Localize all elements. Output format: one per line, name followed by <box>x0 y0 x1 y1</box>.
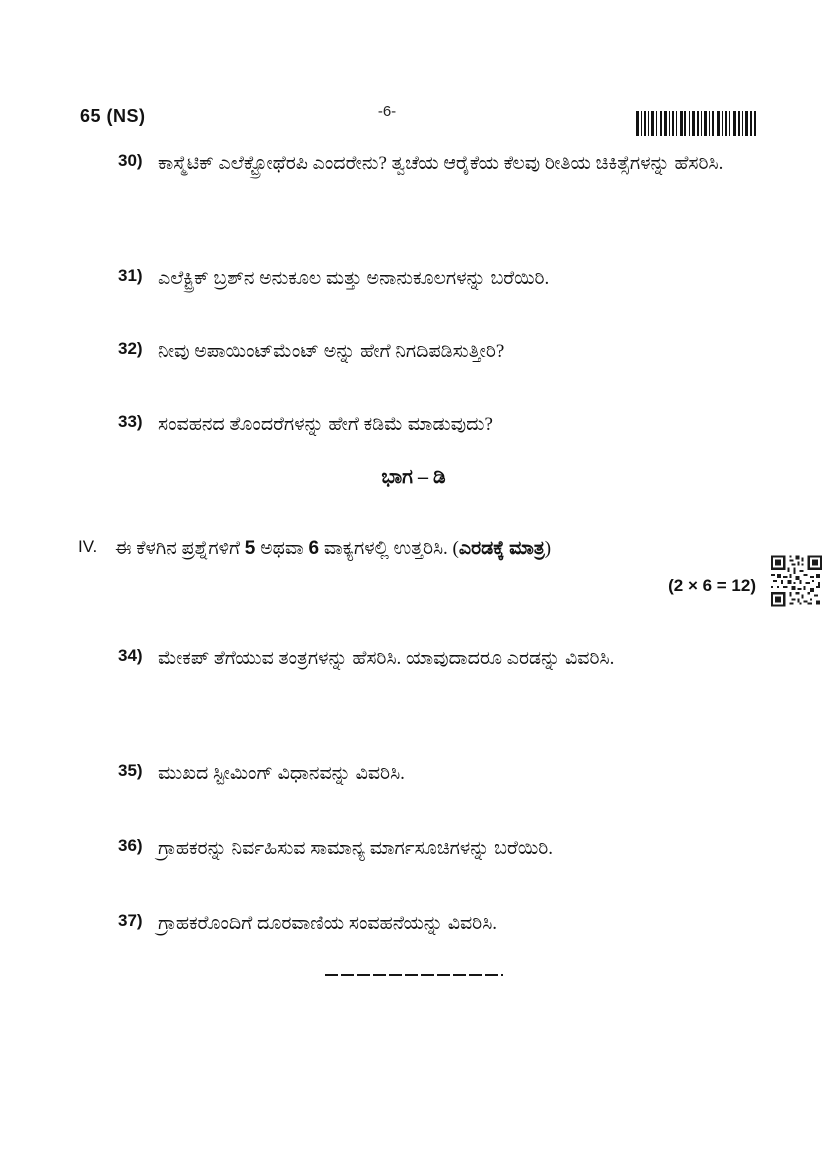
question-group-numeral: IV. <box>78 537 98 556</box>
question-number: 34) <box>118 646 143 665</box>
question-row <box>118 137 758 190</box>
instruction-part: ಈ ಕೆಳಗಿನ ಪ್ರಶ್ನೆಗಳಿಗೆ <box>115 538 241 559</box>
question-row <box>118 632 758 685</box>
section-title: ಭಾಗ – ಡಿ <box>381 466 446 488</box>
instruction-part: ಅಥವಾ <box>260 538 304 559</box>
marks-formula: (2 × 6 = 12) <box>668 576 756 595</box>
question-row <box>118 252 758 305</box>
question-number: 36) <box>118 836 143 855</box>
instruction-note: ಎರಡಕ್ಕೆ ಮಾತ್ರ <box>458 538 545 559</box>
question-row <box>118 822 758 875</box>
question-row <box>118 897 758 950</box>
question-number: 31) <box>118 266 143 285</box>
question-number: 37) <box>118 911 143 930</box>
instruction-count: 5 <box>244 538 256 559</box>
page-number: -6- <box>377 103 397 120</box>
question-number: 35) <box>118 761 143 780</box>
paper-code: 65 (NS) <box>80 106 146 126</box>
question-row <box>118 747 758 800</box>
instruction-text <box>115 531 758 567</box>
question-text: ಸಂವಹನದ ತೊಂದರೆಗಳನ್ನು ಹೇಗೆ ಕಡಿಮೆ ಮಾಡುವುದು? <box>158 414 493 435</box>
question-text: ಮೇಕಪ್ ತೆಗೆಯುವ ತಂತ್ರಗಳನ್ನು ಹೆಸರಿಸಿ. ಯಾವುದಾದರೂ ಎರಡನ್ನು ವಿವರಿಸಿ. <box>158 648 615 669</box>
question-text: ಕಾಸ್ಮೆಟಿಕ್ ಎಲೆಕ್ಟ್ರೋಥೆರಪಿ ಎಂದರೇನು? ತ್ವಚೆಯ ಆರೈಕೆಯ ಕೆಲವು ರೀತಿಯ ಚಿಕಿತ್ಸೆಗಳನ್ನು ಹೆಸರಿಸಿ. <box>158 153 724 174</box>
end-divider <box>325 974 503 976</box>
instruction-part: ) <box>544 538 552 559</box>
question-text: ಎಲೆಕ್ಟ್ರಿಕ್ ಬ್ರಶ್‌ನ ಅನುಕೂಲ ಮತ್ತು ಅನಾನುಕೂಲಗಳನ್ನು ಬರೆಯಿರಿ. <box>158 268 550 289</box>
question-row <box>118 325 758 378</box>
question-text: ಮುಖದ ಸ್ಟೀಮಿಂಗ್ ವಿಧಾನವನ್ನು ವಿವರಿಸಿ. <box>158 763 405 784</box>
instruction-count: 6 <box>308 538 320 559</box>
question-row <box>118 398 758 451</box>
question-number: 32) <box>118 339 143 358</box>
question-text: ಗ್ರಾಹಕರನ್ನು ನಿರ್ವಹಿಸುವ ಸಾಮಾನ್ಯ ಮಾರ್ಗಸೂಚಿಗಳನ್ನು ಬರೆಯಿರಿ. <box>158 838 554 859</box>
barcode-1d-icon <box>636 111 756 136</box>
question-text: ಗ್ರಾಹಕರೊಂದಿಗೆ ದೂರವಾಣಿಯ ಸಂವಹನೆಯನ್ನು ವಿವರಿಸಿ. <box>158 913 498 934</box>
instruction-row <box>78 531 758 567</box>
instruction-part: ವಾಕ್ಯಗಳಲ್ಲಿ ಉತ್ತರಿಸಿ. ( <box>323 538 459 559</box>
question-number: 33) <box>118 412 143 431</box>
question-text: ನೀವು ಅಪಾಯಿಂಟ್‌ಮೆಂಟ್ ಅನ್ನು ಹೇಗೆ ನಿಗದಿಪಡಿಸುತ್ತೀರಿ? <box>158 341 505 362</box>
qr-code-icon <box>771 555 822 607</box>
question-number: 30) <box>118 151 143 170</box>
